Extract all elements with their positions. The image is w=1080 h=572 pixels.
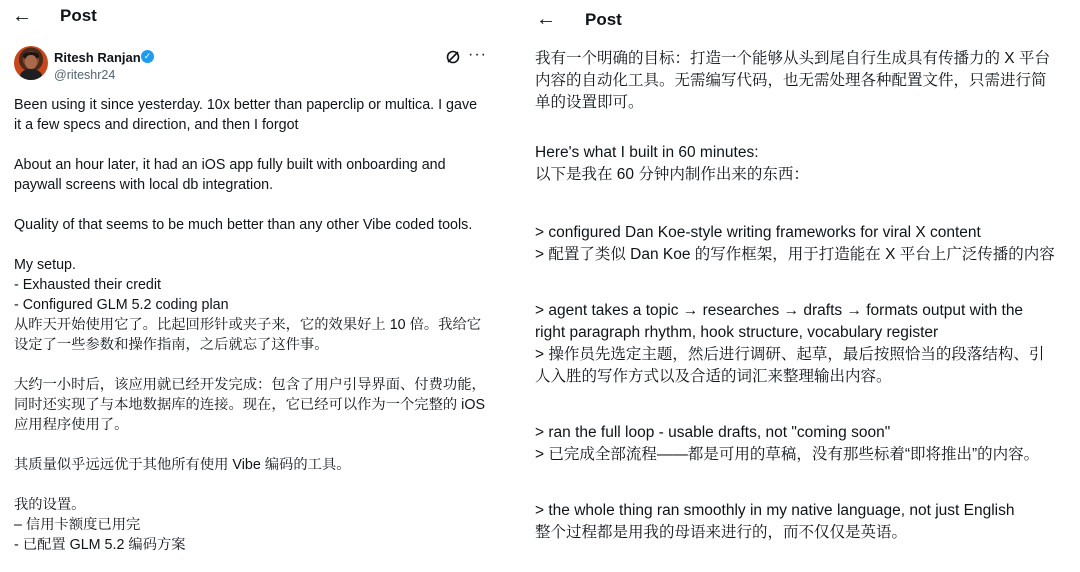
post-line: [14, 195, 494, 215]
post-line: 人入胜的写作方式以及合适的词汇来整理输出内容。: [535, 368, 892, 385]
post-line: 以下是我在 60 分钟内制作出来的东西：: [535, 166, 809, 183]
post-line: > 操作员先选定主题，然后进行调研、起草，最后按照恰当的段落结构、引: [535, 346, 1045, 363]
more-options-icon[interactable]: ···: [468, 46, 487, 63]
post-line: 我有一个明确的目标：打造一个能够从头到尾自行生成具有传播力的 X 平台: [535, 50, 1050, 67]
post-line: [14, 435, 494, 455]
post-line: [14, 355, 494, 375]
post-line: My setup.: [14, 257, 76, 273]
author-handle[interactable]: @riteshr24: [54, 68, 116, 82]
back-arrow-icon[interactable]: ←: [536, 8, 556, 30]
avatar-face: [25, 55, 37, 69]
avatar-shirt: [20, 69, 42, 80]
post-line: paywall screens with local db integration.: [14, 177, 274, 193]
avatar[interactable]: [14, 46, 48, 80]
post-line: 应用程序使用了。: [14, 417, 129, 433]
back-arrow-icon[interactable]: ←: [12, 5, 32, 27]
post-line: 大约一小时后，该应用就已经开发完成：包含了用户引导界面、付费功能，: [14, 377, 486, 393]
post-line: Been using it since yesterday. 10x better than paperclip or multica. I gave: [14, 97, 478, 113]
post-line: - Exhausted their credit: [14, 277, 162, 293]
post-line: right paragraph rhythm, hook structure, vocabulary register: [535, 324, 939, 341]
post-line: > 已完成全部流程——都是可用的草稿，没有那些标着“即将推出”的内容。: [535, 446, 1040, 463]
page-title: Post: [60, 6, 97, 25]
post-line: 从昨天开始使用它了。比起回形针或夹子来，它的效果好上 10 倍。我给它: [14, 317, 482, 333]
post-line: > ran the full loop - usable drafts, not "coming soon": [535, 424, 891, 441]
post-line: 我的设置。: [14, 497, 86, 513]
post-line: [14, 135, 494, 155]
post-line: 其质量似乎远远优于其他所有使用 Vibe 编码的工具。: [14, 457, 351, 473]
post-line: - 已配置 GLM 5.2 编码方案: [14, 537, 186, 553]
post-line: > the whole thing ran smoothly in my native language, not just English: [535, 502, 1015, 519]
left-top-bar: [0, 0, 500, 34]
author-name[interactable]: Ritesh Ranjan: [54, 50, 141, 65]
page-title: Post: [585, 10, 622, 29]
right-top-bar: [522, 0, 1080, 34]
panel-divider: [500, 0, 522, 572]
grok-icon[interactable]: [445, 49, 461, 65]
post-line: 同时还实现了与本地数据库的连接。现在，它已经可以作为一个完整的 iOS: [14, 397, 486, 413]
post-line: > 配置了类似 Dan Koe 的写作框架，用于打造能在 X 平台上广泛传播的内容: [535, 246, 1055, 263]
post-body: [535, 48, 1075, 544]
post-line: > agent takes a topic → researches → drafts → formats output with the: [535, 302, 1024, 319]
post-line: 内容的自动化工具。无需编写代码，也无需处理各种配置文件，只需进行简: [535, 72, 1047, 89]
verified-badge-icon: ✓: [141, 50, 154, 63]
post-author-header: [0, 34, 500, 82]
post-line: 单的设置即可。: [535, 94, 644, 111]
post-line: [14, 235, 494, 255]
post-line: it a few specs and direction, and then I forgot: [14, 117, 299, 133]
post-line: > configured Dan Koe-style writing frameworks for viral X content: [535, 224, 981, 241]
post-line: About an hour later, it had an iOS app fully built with onboarding and: [14, 157, 446, 173]
right-post-panel: [522, 0, 1080, 572]
post-line: [14, 475, 494, 495]
post-line: Here's what I built in 60 minutes:: [535, 144, 759, 161]
left-post-panel: [0, 0, 500, 572]
post-body: [14, 95, 494, 555]
post-line: - Configured GLM 5.2 coding plan: [14, 297, 229, 313]
post-line: – 信用卡额度已用完: [14, 517, 141, 533]
post-line: 设定了一些参数和操作指南，之后就忘了这件事。: [14, 337, 329, 353]
post-line: 整个过程都是用我的母语来进行的，而不仅仅是英语。: [535, 524, 908, 541]
post-line: Quality of that seems to be much better than any other Vibe coded tools.: [14, 217, 473, 233]
